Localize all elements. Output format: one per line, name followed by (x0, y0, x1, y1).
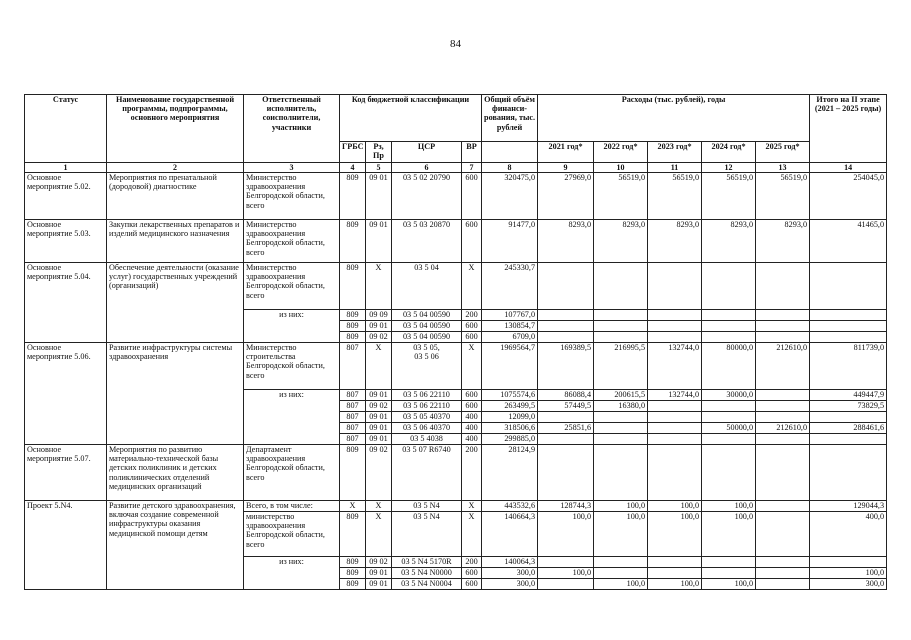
col-num: 10 (594, 163, 648, 173)
col-num: 14 (810, 163, 887, 173)
cell-grbs: 809 (340, 445, 366, 501)
cell-stage: 449447,9 (810, 390, 887, 401)
cell-2023: 132744,0 (648, 343, 702, 390)
cell-total: 1969564,7 (482, 343, 538, 390)
row-responsible: министерство здравоохранения Белгородской области, всего (244, 512, 340, 557)
col-num: 7 (462, 163, 482, 173)
cell-2023 (648, 412, 702, 423)
row-name: Закупки лекарственных препаратов и изделий медицинского назначения (107, 220, 244, 263)
cell-2024: 100,0 (702, 579, 756, 590)
cell-csr: 03 5 06 40370 (392, 423, 462, 434)
header-total-blank (482, 142, 538, 163)
cell-2025: 56519,0 (756, 173, 810, 220)
cell-2024: 80000,0 (702, 343, 756, 390)
cell-2021 (538, 557, 594, 568)
cell-2021: 27969,0 (538, 173, 594, 220)
cell-grbs: 807 (340, 423, 366, 434)
row-status: Основное мероприятие 5.04. (25, 263, 107, 343)
row-responsible: Министерство здравоохранения Белгородской области, всего (244, 220, 340, 263)
cell-2022: 8293,0 (594, 220, 648, 263)
cell-grbs: 809 (340, 310, 366, 321)
cell-vr: 600 (462, 321, 482, 332)
cell-2023 (648, 568, 702, 579)
row-status: Основное мероприятие 5.07. (25, 445, 107, 501)
cell-2022: 100,0 (594, 501, 648, 512)
cell-vr: 600 (462, 332, 482, 343)
cell-vr: 600 (462, 401, 482, 412)
cell-rz: 09 02 (366, 445, 392, 501)
cell-vr: 400 (462, 412, 482, 423)
header-2024: 2024 год* (702, 142, 756, 163)
cell-grbs: 809 (340, 173, 366, 220)
cell-2021 (538, 434, 594, 445)
col-num: 11 (648, 163, 702, 173)
cell-total: 12099,0 (482, 412, 538, 423)
cell-2024 (702, 434, 756, 445)
cell-2025 (756, 568, 810, 579)
cell-rz: 09 01 (366, 390, 392, 401)
cell-rz: 09 01 (366, 220, 392, 263)
cell-2021: 169389,5 (538, 343, 594, 390)
cell-total: 320475,0 (482, 173, 538, 220)
cell-2021: 128744,3 (538, 501, 594, 512)
header-rz: Рз, Пр (366, 142, 392, 163)
cell-rz: 09 09 (366, 310, 392, 321)
cell-stage: 41465,0 (810, 220, 887, 263)
cell-2022: 100,0 (594, 579, 648, 590)
cell-rz: 09 01 (366, 568, 392, 579)
cell-rz: 09 01 (366, 173, 392, 220)
of-which-label: из них: (244, 310, 340, 343)
cell-csr: 03 5 05 40370 (392, 412, 462, 423)
cell-rz: X (366, 263, 392, 310)
cell-csr: 03 5 04 00590 (392, 310, 462, 321)
cell-csr: 03 5 N4 N0000 (392, 568, 462, 579)
header-responsible: Ответственный исполнитель, соисполнители, участники (244, 95, 340, 163)
cell-2021: 100,0 (538, 512, 594, 557)
cell-total: 300,0 (482, 568, 538, 579)
cell-2023 (648, 423, 702, 434)
row-responsible: Департамент здравоохранения Белгородской области, всего (244, 445, 340, 501)
cell-vr: 600 (462, 220, 482, 263)
budget-table (24, 94, 887, 590)
row-name: Развитие детского здравоохранения, включая создание современной инфраструктуры оказания медицинской помощи детям (107, 501, 244, 590)
cell-2025: 212610,0 (756, 343, 810, 390)
col-num: 3 (244, 163, 340, 173)
header-vr: ВР (462, 142, 482, 163)
cell-2024: 56519,0 (702, 173, 756, 220)
cell-2023 (648, 401, 702, 412)
cell-vr: 400 (462, 423, 482, 434)
cell-2022 (594, 568, 648, 579)
cell-rz: 09 02 (366, 557, 392, 568)
cell-2023: 132744,0 (648, 390, 702, 401)
cell-grbs: 809 (340, 568, 366, 579)
cell-stage: 129044,3 (810, 501, 887, 512)
row-responsible: Министерство строительства Белгородской области, всего (244, 343, 340, 390)
cell-total: 263499,5 (482, 401, 538, 412)
cell-csr: 03 5 04 00590 (392, 332, 462, 343)
cell-grbs: 807 (340, 434, 366, 445)
cell-stage (810, 434, 887, 445)
cell-total: 300,0 (482, 579, 538, 590)
cell-2023: 100,0 (648, 579, 702, 590)
cell-vr: 200 (462, 557, 482, 568)
cell-stage (810, 557, 887, 568)
cell-2025 (756, 401, 810, 412)
cell-stage: 400,0 (810, 512, 887, 557)
cell-csr: 03 5 4038 (392, 434, 462, 445)
header-code: Код бюджетной классификации (340, 95, 482, 142)
cell-rz: 09 01 (366, 423, 392, 434)
cell-stage: 254045,0 (810, 173, 887, 220)
cell-2023: 56519,0 (648, 173, 702, 220)
cell-csr: 03 5 06 22110 (392, 401, 462, 412)
cell-2023: 100,0 (648, 512, 702, 557)
header-stage-total: Итого на II этапе (2021 – 2025 годы) (810, 95, 887, 163)
cell-rz: 09 02 (366, 401, 392, 412)
table-row (25, 220, 887, 263)
cell-2024 (702, 557, 756, 568)
cell-rz: 09 01 (366, 412, 392, 423)
cell-rz: 09 01 (366, 579, 392, 590)
cell-2025 (756, 501, 810, 512)
cell-grbs: 809 (340, 557, 366, 568)
cell-2024 (702, 412, 756, 423)
cell-2022 (594, 412, 648, 423)
cell-grbs: 809 (340, 220, 366, 263)
cell-2024: 8293,0 (702, 220, 756, 263)
cell-vr: 600 (462, 568, 482, 579)
cell-2023: 100,0 (648, 501, 702, 512)
cell-rz: 09 01 (366, 434, 392, 445)
cell-total: 107767,0 (482, 310, 538, 321)
header-name: Наименование государственной программы, подпрограммы, основного мероприятия (107, 95, 244, 163)
cell-2021: 25851,6 (538, 423, 594, 434)
cell-2022: 200615,5 (594, 390, 648, 401)
cell-2024: 100,0 (702, 501, 756, 512)
cell-csr: 03 5 N4 (392, 501, 462, 512)
cell-rz: X (366, 343, 392, 390)
cell-2022: 100,0 (594, 512, 648, 557)
cell-csr: 03 5 02 20790 (392, 173, 462, 220)
row-status: Основное мероприятие 5.06. (25, 343, 107, 445)
cell-csr: 03 5 04 (392, 263, 462, 310)
cell-rz: X (366, 501, 392, 512)
cell-2021 (538, 412, 594, 423)
col-num: 1 (25, 163, 107, 173)
cell-grbs: 809 (340, 332, 366, 343)
cell-2025 (756, 557, 810, 568)
header-grbs: ГРБС (340, 142, 366, 163)
row-name: Развитие инфраструктуры системы здравоохранения (107, 343, 244, 445)
cell-grbs: 807 (340, 412, 366, 423)
table-row (25, 501, 887, 512)
cell-stage: 100,0 (810, 568, 887, 579)
cell-csr: 03 5 04 00590 (392, 321, 462, 332)
table-row (25, 173, 887, 220)
col-num: 12 (702, 163, 756, 173)
cell-2024: 100,0 (702, 512, 756, 557)
cell-total: 91477,0 (482, 220, 538, 263)
cell-rz: 09 01 (366, 321, 392, 332)
col-num: 8 (482, 163, 538, 173)
col-num: 2 (107, 163, 244, 173)
row-status: Основное мероприятие 5.03. (25, 220, 107, 263)
cell-grbs: 809 (340, 579, 366, 590)
table-row (25, 445, 887, 501)
cell-vr: 600 (462, 579, 482, 590)
cell-2022: 16380,0 (594, 401, 648, 412)
header-total-volume: Общий объём финанси-рования, тыс. рублей (482, 95, 538, 142)
col-num: 5 (366, 163, 392, 173)
cell-stage: 288461,6 (810, 423, 887, 434)
cell-total: 140064,3 (482, 557, 538, 568)
cell-stage (810, 412, 887, 423)
cell-grbs: 809 (340, 263, 366, 310)
row-name: Мероприятия по пренатальной (дородовой) диагностике (107, 173, 244, 220)
cell-grbs: X (340, 501, 366, 512)
cell-2022 (594, 423, 648, 434)
of-which-label: из них: (244, 557, 340, 590)
header-csr: ЦСР (392, 142, 462, 163)
cell-2021: 8293,0 (538, 220, 594, 263)
cell-2025 (756, 390, 810, 401)
cell-total: 130854,7 (482, 321, 538, 332)
row-name: Обеспечение деятельности (оказание услуг) государственных учреждений (организаций) (107, 263, 244, 343)
cell-csr: 03 5 N4 N0004 (392, 579, 462, 590)
cell-2025 (756, 412, 810, 423)
cell-vr: X (462, 343, 482, 390)
cell-total: 6709,0 (482, 332, 538, 343)
cell-vr: 200 (462, 445, 482, 501)
cell-2025 (756, 579, 810, 590)
header-2022: 2022 год* (594, 142, 648, 163)
header-2021: 2021 год* (538, 142, 594, 163)
header-status: Статус (25, 95, 107, 163)
cell-2024: 50000,0 (702, 423, 756, 434)
col-num: 9 (538, 163, 594, 173)
cell-total: 140664,3 (482, 512, 538, 557)
col-num: 6 (392, 163, 462, 173)
row-responsible: Министерство здравоохранения Белгородской области, всего (244, 173, 340, 220)
cell-total: 245330,7 (482, 263, 538, 310)
cell-2021: 57449,5 (538, 401, 594, 412)
cell-rz: X (366, 512, 392, 557)
header-2023: 2023 год* (648, 142, 702, 163)
cell-grbs: 807 (340, 401, 366, 412)
cell-total: 28124,9 (482, 445, 538, 501)
cell-csr: 03 5 03 20870 (392, 220, 462, 263)
cell-vr: 600 (462, 173, 482, 220)
cell-grbs: 807 (340, 390, 366, 401)
row-all-label: Всего, в том числе: (244, 501, 340, 512)
cell-vr: 600 (462, 390, 482, 401)
cell-stage: 73829,5 (810, 401, 887, 412)
cell-vr: X (462, 501, 482, 512)
row-status: Проект 5.N4. (25, 501, 107, 590)
cell-csr: 03 5 N4 (392, 512, 462, 557)
header-2025: 2025 год* (756, 142, 810, 163)
cell-2021 (538, 579, 594, 590)
cell-2025 (756, 434, 810, 445)
cell-2024 (702, 401, 756, 412)
cell-vr: X (462, 512, 482, 557)
page-number: 84 (450, 38, 461, 50)
table-row (25, 263, 887, 310)
cell-grbs: 807 (340, 343, 366, 390)
of-which-label: из них: (244, 390, 340, 445)
row-status: Основное мероприятие 5.02. (25, 173, 107, 220)
cell-rz: 09 02 (366, 332, 392, 343)
cell-csr: 03 5 07 R6740 (392, 445, 462, 501)
cell-2023 (648, 557, 702, 568)
cell-vr: 400 (462, 434, 482, 445)
cell-2023: 8293,0 (648, 220, 702, 263)
cell-2022: 56519,0 (594, 173, 648, 220)
cell-2022: 216995,5 (594, 343, 648, 390)
col-num: 4 (340, 163, 366, 173)
cell-stage: 811739,0 (810, 343, 887, 390)
cell-total: 318506,6 (482, 423, 538, 434)
cell-2025: 8293,0 (756, 220, 810, 263)
cell-vr: 200 (462, 310, 482, 321)
col-num: 13 (756, 163, 810, 173)
cell-csr: 03 5 05, 03 5 06 (392, 343, 462, 390)
cell-vr: X (462, 263, 482, 310)
cell-grbs: 809 (340, 512, 366, 557)
cell-2021: 86088,4 (538, 390, 594, 401)
cell-total: 443532,6 (482, 501, 538, 512)
cell-csr: 03 5 N4 5170R (392, 557, 462, 568)
cell-2025 (756, 512, 810, 557)
cell-2024 (702, 568, 756, 579)
row-responsible: Министерство здравоохранения Белгородской области, всего (244, 263, 340, 310)
cell-csr: 03 5 06 22110 (392, 390, 462, 401)
cell-grbs: 809 (340, 321, 366, 332)
cell-2023 (648, 434, 702, 445)
cell-2022 (594, 434, 648, 445)
cell-2025: 212610,0 (756, 423, 810, 434)
cell-total: 299885,0 (482, 434, 538, 445)
cell-2022 (594, 557, 648, 568)
cell-2021: 100,0 (538, 568, 594, 579)
table-row (25, 343, 887, 390)
cell-total: 1075574,6 (482, 390, 538, 401)
cell-2024: 30000,0 (702, 390, 756, 401)
cell-stage: 300,0 (810, 579, 887, 590)
header-expenses: Расходы (тыс. рублей), годы (538, 95, 810, 142)
row-name: Мероприятия по развитию материально-технической базы детских поликлиник и детских поликлинических отделений медицинских организаций (107, 445, 244, 501)
